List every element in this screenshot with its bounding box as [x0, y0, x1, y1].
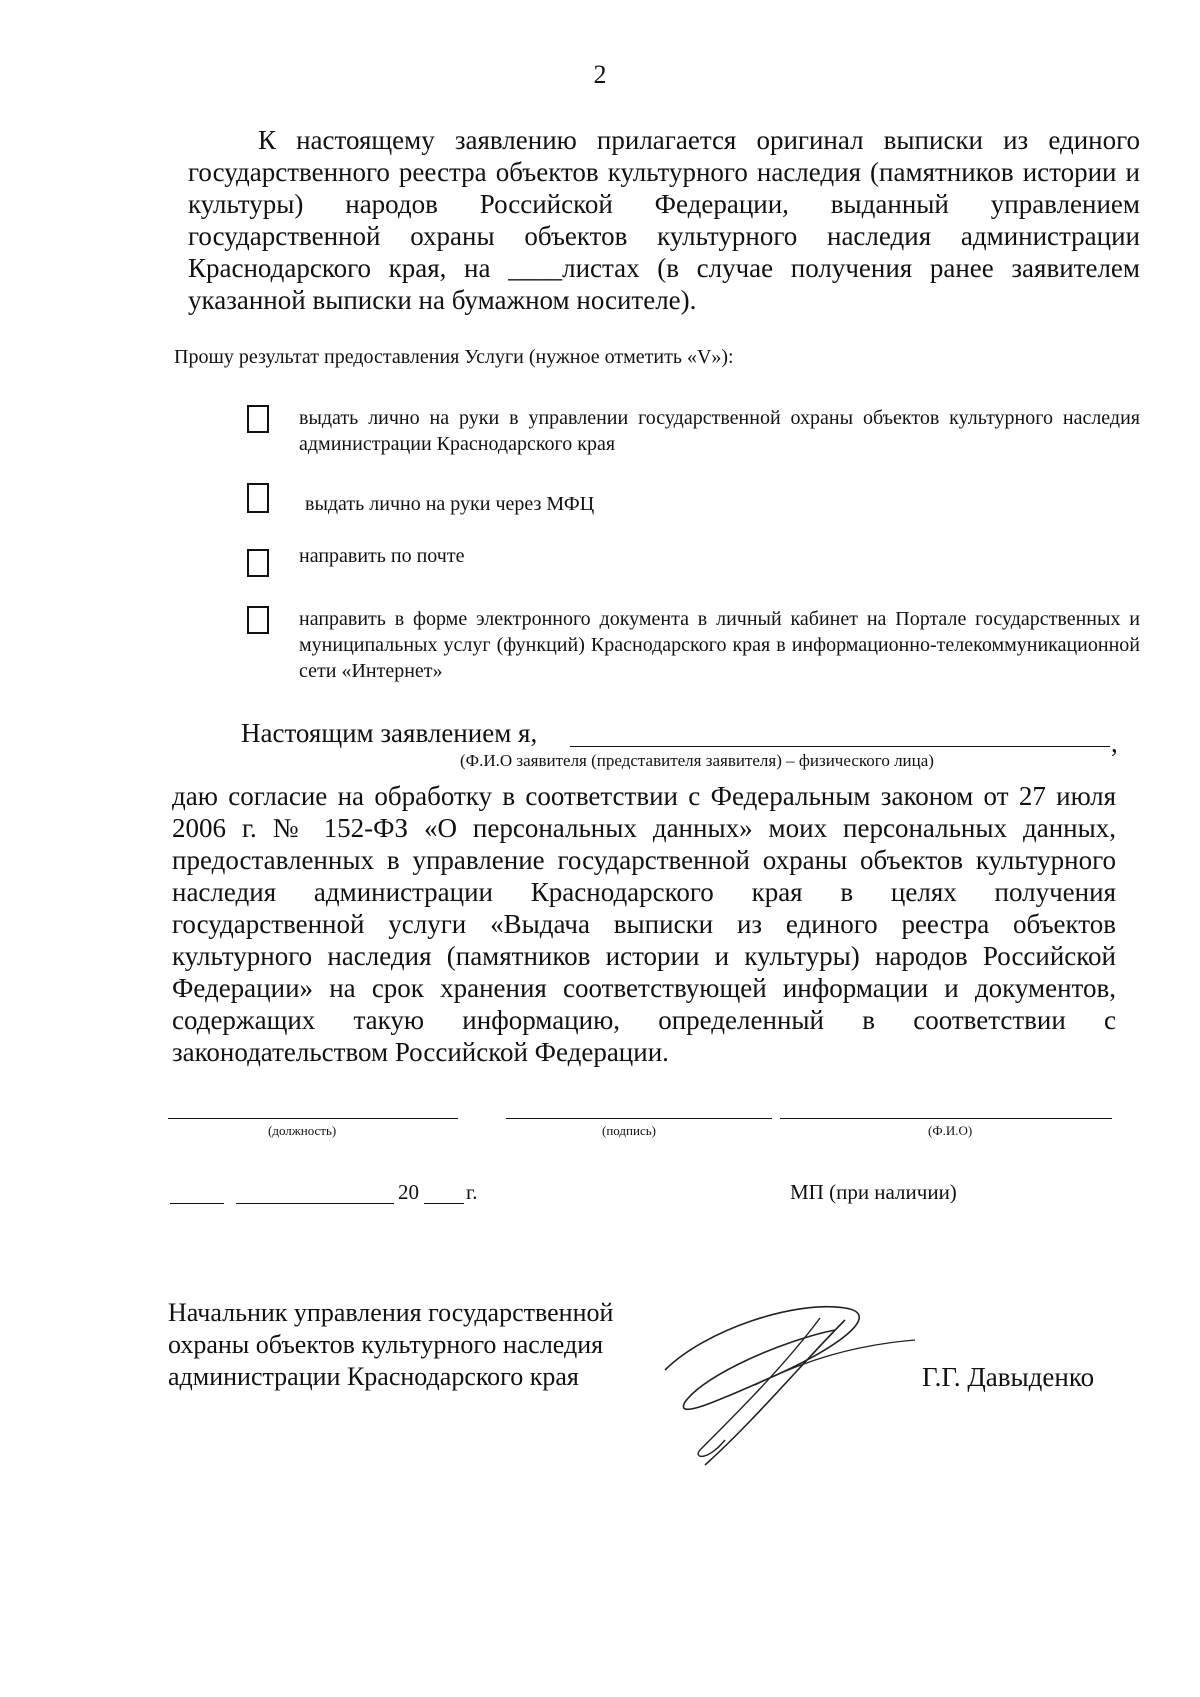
- request-result-label: Прошу результат предоставления Услуги (нужное отметить «V»):: [174, 346, 734, 368]
- page-number: 2: [593, 60, 607, 89]
- option-label: выдать лично на руки через МФЦ: [305, 493, 595, 515]
- position-field[interactable]: [168, 1118, 458, 1119]
- signatory-title: [168, 1297, 613, 1393]
- date-month-field[interactable]: [236, 1203, 394, 1204]
- date-day-field[interactable]: [170, 1203, 224, 1204]
- signatory-title-line: администрации Краснодарского края: [168, 1362, 579, 1391]
- consent-comma: ,: [1111, 728, 1118, 758]
- applicant-name-caption: (Ф.И.О заявителя (представителя заявителя) – физического лица): [460, 751, 934, 770]
- signatory-title-line: охраны объектов культурного наследия: [168, 1330, 604, 1359]
- checkbox-issue-via-mfc[interactable]: [247, 483, 269, 513]
- fio-caption: (Ф.И.О): [928, 1123, 973, 1138]
- date-year-field[interactable]: [424, 1203, 464, 1204]
- date-year-suffix: г.: [466, 1180, 478, 1204]
- position-caption: (должность): [268, 1123, 337, 1138]
- signature-field[interactable]: [506, 1118, 772, 1119]
- option-label: выдать лично на руки в управлении государственной охраны объектов культурного наследия администрации Краснодарского края: [299, 407, 1140, 455]
- consent-intro: Настоящим заявлением я,: [241, 718, 538, 748]
- checkbox-issue-in-department[interactable]: [247, 405, 269, 433]
- checkbox-send-by-mail[interactable]: [247, 549, 269, 577]
- handwritten-signature: [645, 1290, 925, 1470]
- attachment-paragraph: К настоящему заявлению прилагается оригинал выписки из единого государственного реестра объектов культурного наследия (памятников истории и культуры) народов Российской Федерации, выданный управлением государственной охраны объектов культурного наследия администрации Краснодарского края, на ____листах (в случае получения ранее заявителем указанной выписки на бумажном носителе).: [188, 125, 1140, 315]
- signatory-name: Г.Г. Давыденко: [922, 1362, 1095, 1392]
- consent-paragraph: даю согласие на обработку в соответствии с Федеральным законом от 27 июля 2006 г. № 152-ФЗ «О персональных данных» моих персональных данных, предоставленных в управление государственной охраны объектов культурного наследия администрации Краснодарского края в целях получения государственной услуги «Выдача выписки из единого реестра объектов культурного наследия (памятников истории и культуры) народов Российской Федерации» на срок хранения соответствующей информации и документов, содержащих такую информацию, определенный в соответствии с законодательством Российской Федерации.: [172, 781, 1116, 1067]
- signature-caption: (подпись): [602, 1123, 656, 1138]
- option-label: направить в форме электронного документа в личный кабинет на Портале государственных и муниципальных услуг (функций) Краснодарского края в информационно-телекоммуникационной сети «Интернет»: [299, 608, 1140, 682]
- checkbox-electronic-document[interactable]: [247, 606, 269, 634]
- signatory-title-line: Начальник управления государственной: [168, 1298, 614, 1327]
- stamp-label: МП (при наличии): [790, 1180, 957, 1204]
- date-year-prefix: 20: [398, 1180, 419, 1204]
- option-label: направить по почте: [299, 545, 465, 567]
- applicant-name-field[interactable]: [570, 746, 1110, 747]
- fio-field[interactable]: [780, 1118, 1112, 1119]
